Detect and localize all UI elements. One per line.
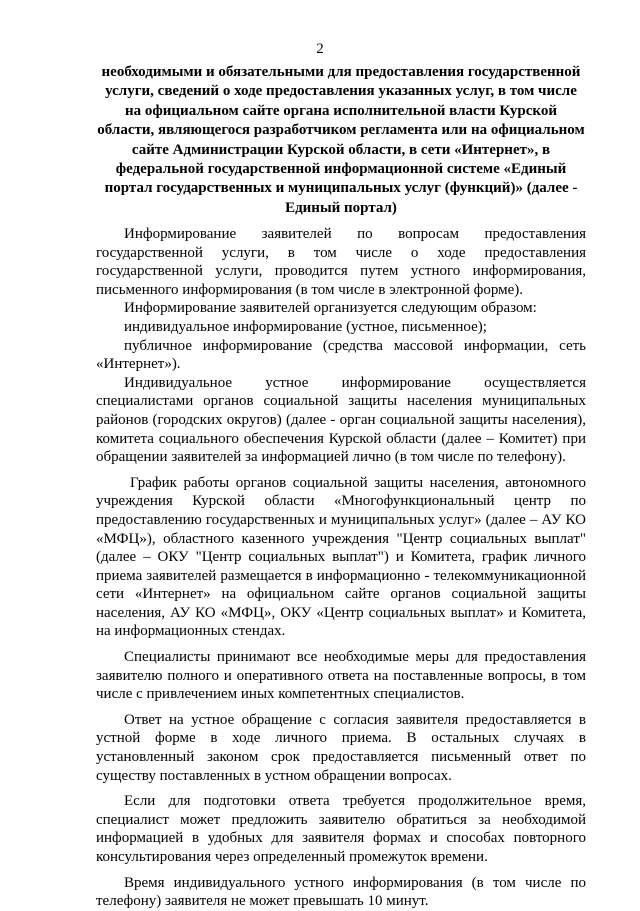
paragraph-informing-organization: Информирование заявителей организуется следующим образом: — [124, 300, 537, 317]
list-item-individual: индивидуальное информирование (устное, письменное); — [124, 318, 487, 335]
paragraph-informing-overview: Информирование заявителей по вопросам предоставления государственной услуги, в том числе о ходе предоставления государственной услуги, проводится путем устного информирования, письменного информирования (в том числе в электронной форме). — [96, 226, 586, 298]
page-number: 2 — [316, 41, 324, 57]
paragraph-work-schedule: График работы органов социальной защиты населения, автономного учреждения Курской области «Многофункциональный центр по предоставлению государственных и муниципальных услуг» (далее – АУ КО «МФЦ»), областного казенного учреждения "Центр социальных выплат" (далее – ОКУ "Центр социальных выплат") и Комитета, график личного приема заявителей размещается в информационно - телекоммуникационной сети «Интернет» на официальном сайте органов социальной защиты населения, АУ КО «МФЦ», ОКУ «Центр социальных выплат» и Комитета, на информационных стендах. — [96, 474, 586, 640]
paragraph-time-limit: Время индивидуального устного информирования (в том числе по телефону) заявителя не может превышать 10 минут. — [96, 874, 586, 910]
section-heading: необходимыми и обязательными для предоставления государственной услуги, сведений о ходе предоставления указанных услуг, в том числе на официальном сайте органа исполнительной власти Курской области, являющегося разработчиком регламента или на официальном сайте Администрации Курской области, в сети «Интернет», в федеральной государственной информационной системе «Единый портал государственных и муниципальных услуг (функций)» (далее - Единый портал) — [97, 64, 585, 216]
paragraph-long-preparation: Если для подготовки ответа требуется продолжительное время, специалист может предложить заявителю обратиться за необходимой информацией в удобных для заявителя формах и способах повторного консультирования через определенный промежуток времени. — [96, 793, 586, 865]
paragraph-oral-response: Ответ на устное обращение с согласия заявителя предоставляется в устной форме в ходе личного приема. В остальных случаях в установленный законом срок предоставляется письменный ответ по существу поставленных в устном обращении вопросах. — [96, 711, 586, 784]
list-item-public: публичное информирование (средства массовой информации, сеть «Интернет»). — [96, 337, 586, 373]
body-text — [96, 225, 586, 911]
paragraph-individual-oral: Индивидуальное устное информирование осуществляется специалистами органов социальной защиты населения муниципальных районов (городских округов) (далее - орган социальной защиты населения), комитета социального обеспечения Курской области (далее – Комитет) при обращении заявителей за информацией лично (в том числе по телефону). — [96, 374, 586, 466]
paragraph-specialists-measures: Специалисты принимают все необходимые меры для предоставления заявителю полного и оперативного ответа на поставленные вопросы, в том числе с привлечением иных компетентных специалистов. — [96, 649, 586, 703]
